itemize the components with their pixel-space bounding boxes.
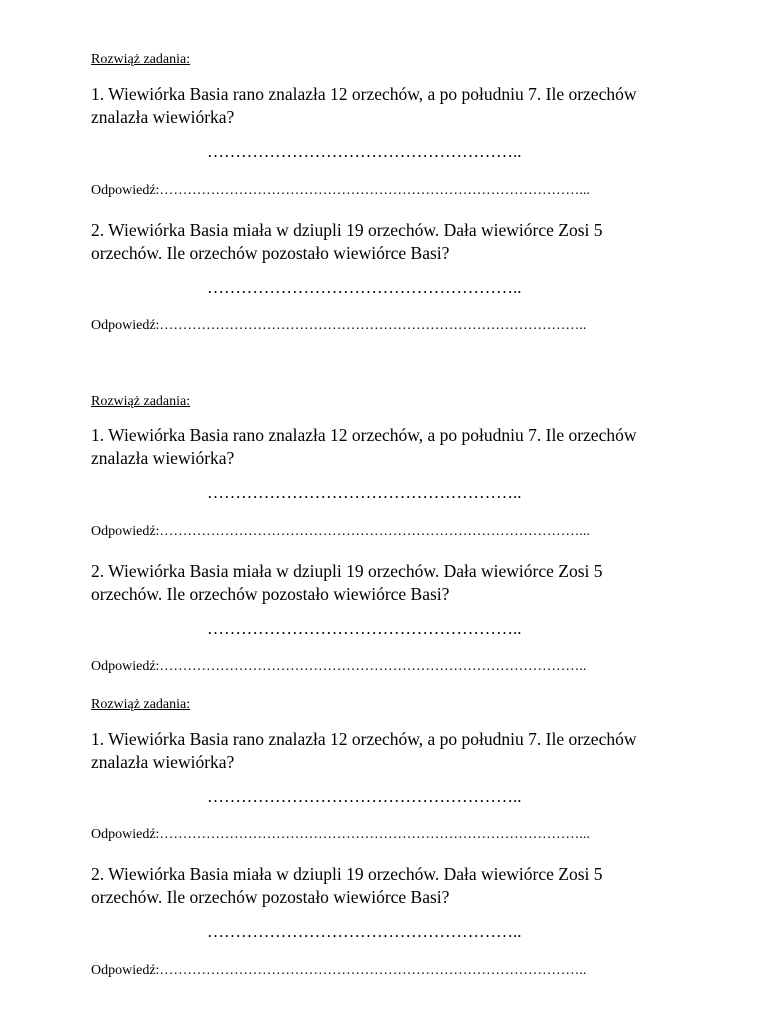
task-2-work-line: ……………………………………………….. <box>207 922 522 941</box>
task-2-answer-line: Odpowiedź:……………………………………………………………………………….. <box>91 659 587 674</box>
task-2-text: 2. Wiewiórka Basia miała w dziupli 19 orzechów. Dała wiewiórce Zosi 5 orzechów. Ile orzechów pozostało wiewiórce Basi? <box>91 220 603 263</box>
task-2-answer-line: Odpowiedź:……………………………………………………………………………….. <box>91 318 587 333</box>
task-2-answer-line: Odpowiedź:……………………………………………………………………………….. <box>91 963 587 978</box>
section-heading: Rozwiąż zadania: <box>91 52 191 67</box>
section-heading: Rozwiąż zadania: <box>91 394 191 409</box>
task-1-work-line: ……………………………………………….. <box>207 787 522 806</box>
task-1-work-line: ……………………………………………….. <box>207 142 522 161</box>
task-1-answer-line: Odpowiedź:………………………………………………………………………………... <box>91 827 590 842</box>
task-1-text: 1. Wiewiórka Basia rano znalazła 12 orzechów, a po południu 7. Ile orzechów znalazła wiewiórka? <box>91 729 637 772</box>
section-heading: Rozwiąż zadania: <box>91 697 191 712</box>
task-2-work-line: ……………………………………………….. <box>207 619 522 638</box>
task-2-work-line: ……………………………………………….. <box>207 278 522 297</box>
task-1-answer-line: Odpowiedź:………………………………………………………………………………... <box>91 183 590 198</box>
task-1-text: 1. Wiewiórka Basia rano znalazła 12 orzechów, a po południu 7. Ile orzechów znalazła wiewiórka? <box>91 84 637 127</box>
task-1-answer-line: Odpowiedź:………………………………………………………………………………... <box>91 524 590 539</box>
task-2-text: 2. Wiewiórka Basia miała w dziupli 19 orzechów. Dała wiewiórce Zosi 5 orzechów. Ile orzechów pozostało wiewiórce Basi? <box>91 561 603 604</box>
task-1-work-line: ……………………………………………….. <box>207 483 522 502</box>
task-1-text: 1. Wiewiórka Basia rano znalazła 12 orzechów, a po południu 7. Ile orzechów znalazła wiewiórka? <box>91 425 637 468</box>
task-2-text: 2. Wiewiórka Basia miała w dziupli 19 orzechów. Dała wiewiórce Zosi 5 orzechów. Ile orzechów pozostało wiewiórce Basi? <box>91 864 603 907</box>
